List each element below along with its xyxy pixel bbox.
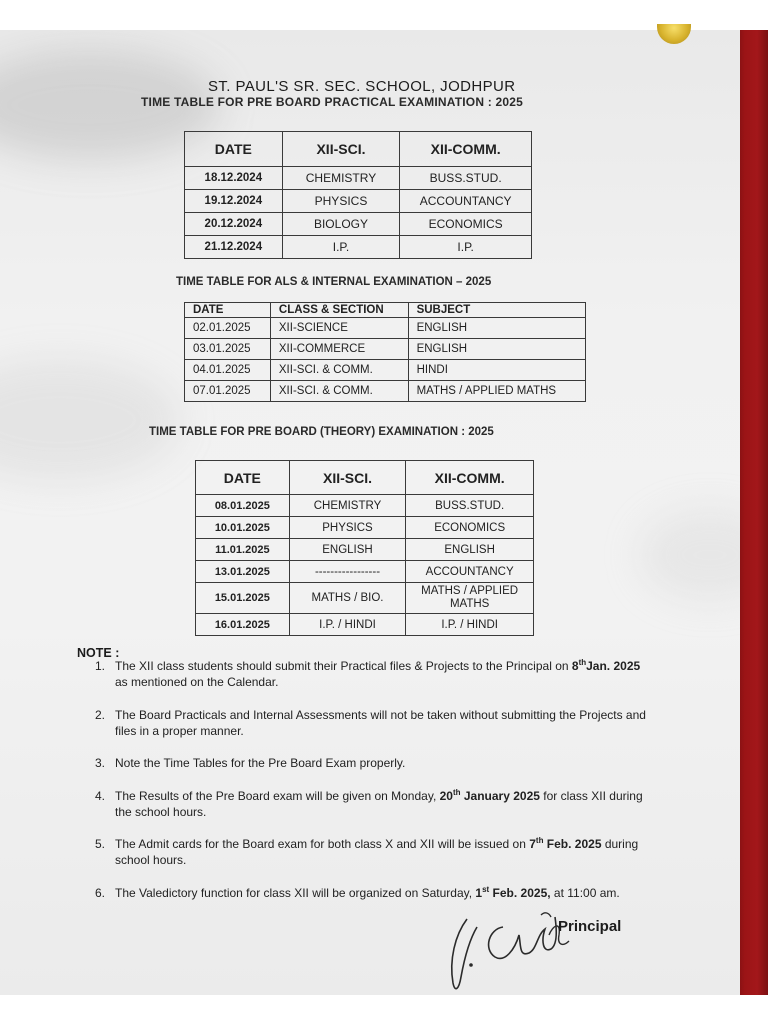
table-row xyxy=(185,339,586,360)
date-cell: 13.01.2025 xyxy=(196,561,290,583)
date-cell: 08.01.2025 xyxy=(196,495,290,517)
subject-cell: I.P. xyxy=(400,236,532,259)
subject-cell: ENGLISH xyxy=(408,339,585,360)
note-date-rest: Feb. 2025, xyxy=(489,886,551,900)
table-row xyxy=(196,614,534,636)
note-text: The Board Practicals and Internal Assessments will not be taken without submitting the Projects and files in a proper manner. xyxy=(115,708,646,738)
class-cell: XII-SCI. & COMM. xyxy=(270,381,408,402)
column-header: XII-COMM. xyxy=(400,132,532,167)
table-row xyxy=(185,318,586,339)
column-header: XII-COMM. xyxy=(406,461,534,495)
practical-timetable xyxy=(184,131,532,259)
date-cell: 18.12.2024 xyxy=(185,167,283,190)
date-cell: 10.01.2025 xyxy=(196,517,290,539)
principal-label: Principal xyxy=(558,918,622,935)
subject-cell: I.P. / HINDI xyxy=(289,614,406,636)
note-date-day: 1 xyxy=(475,886,483,900)
subject-cell: CHEMISTRY xyxy=(289,495,406,517)
table-row xyxy=(185,213,532,236)
note-text xyxy=(115,885,655,901)
date-cell: 16.01.2025 xyxy=(196,614,290,636)
subject-cell: ECONOMICS xyxy=(406,517,534,539)
table-row xyxy=(185,381,586,402)
subject-cell: BIOLOGY xyxy=(282,213,400,236)
table-row xyxy=(196,561,534,583)
date-cell: 02.01.2025 xyxy=(185,318,271,339)
subject-cell: PHYSICS xyxy=(282,190,400,213)
subject-cell: CHEMISTRY xyxy=(282,167,400,190)
note-text-part: The XII class students should submit their Practical files & Projects to the Principal on xyxy=(115,659,572,673)
practical-title: TIME TABLE FOR PRE BOARD PRACTICAL EXAMINATION : 2025 xyxy=(141,95,523,109)
subject-cell: ENGLISH xyxy=(289,539,406,561)
als-title: TIME TABLE FOR ALS & INTERNAL EXAMINATION – 2025 xyxy=(176,276,492,288)
note-date-day: 20 xyxy=(439,789,453,803)
subject-cell: HINDI xyxy=(408,360,585,381)
note-text: Note the Time Tables for the Pre Board Exam properly. xyxy=(115,756,406,770)
date-cell: 15.01.2025 xyxy=(196,583,290,614)
background-bottom xyxy=(0,995,768,1024)
table-row xyxy=(185,360,586,381)
lighting-shadow xyxy=(0,360,180,480)
note-date-rest: January 2025 xyxy=(460,789,540,803)
note-text-part: The Valedictory function for class XII will be organized on Saturday, xyxy=(115,886,476,900)
date-cell: 07.01.2025 xyxy=(185,381,271,402)
table-row xyxy=(185,190,532,213)
subject-cell: MATHS / APPLIED MATHS xyxy=(406,583,534,614)
table-row xyxy=(196,539,534,561)
column-header: XII-SCI. xyxy=(289,461,406,495)
subject-cell: ACCOUNTANCY xyxy=(406,561,534,583)
note-text-part: during school hours. xyxy=(115,837,639,867)
note-text-part: for class XII during the school hours. xyxy=(115,789,643,819)
table-header-row xyxy=(196,461,534,495)
subject-cell: MATHS / APPLIED MATHS xyxy=(408,381,585,402)
subject-cell: ENGLISH xyxy=(406,539,534,561)
note-heading: NOTE : xyxy=(77,646,120,660)
subject-cell: BUSS.STUD. xyxy=(400,167,532,190)
subject-cell: I.P. xyxy=(282,236,400,259)
class-cell: XII-COMMERCE xyxy=(270,339,408,360)
date-cell: 19.12.2024 xyxy=(185,190,283,213)
note-text-part: The Results of the Pre Board exam will be given on Monday, xyxy=(115,789,440,803)
note-date-day: 8 xyxy=(571,659,579,673)
als-timetable xyxy=(184,302,586,402)
subject-cell: ----------------- xyxy=(289,561,406,583)
lighting-shadow xyxy=(640,510,740,600)
school-name: ST. PAUL'S SR. SEC. SCHOOL, JODHPUR xyxy=(208,78,516,95)
note-date-suffix: th xyxy=(452,788,461,797)
subject-cell: BUSS.STUD. xyxy=(406,495,534,517)
note-number: 5. xyxy=(95,837,106,851)
column-header: SUBJECT xyxy=(408,303,585,318)
note-number: 1. xyxy=(95,659,106,673)
note-text-part: as mentioned on the Calendar. xyxy=(115,675,279,689)
subject-cell: ENGLISH xyxy=(408,318,585,339)
note-text-part: The Admit cards for the Board exam for both class X and XII will be issued on xyxy=(115,837,530,851)
subject-cell: PHYSICS xyxy=(289,517,406,539)
table-row xyxy=(196,495,534,517)
table-header-row xyxy=(185,132,532,167)
background-top xyxy=(0,0,768,30)
subject-cell: MATHS / BIO. xyxy=(289,583,406,614)
note-text xyxy=(115,788,655,820)
table-header-row xyxy=(185,303,586,318)
class-cell: XII-SCIENCE xyxy=(270,318,408,339)
table-row xyxy=(196,517,534,539)
column-header: DATE xyxy=(185,303,271,318)
column-header: DATE xyxy=(196,461,290,495)
table-row xyxy=(196,583,534,614)
date-cell: 21.12.2024 xyxy=(185,236,283,259)
column-header: XII-SCI. xyxy=(282,132,400,167)
date-cell: 04.01.2025 xyxy=(185,360,271,381)
note-date-rest: Jan. 2025 xyxy=(586,659,641,673)
table-row xyxy=(185,236,532,259)
note-text-part: at 11:00 am. xyxy=(550,886,620,900)
note-date-rest: Feb. 2025 xyxy=(543,837,602,851)
date-cell: 03.01.2025 xyxy=(185,339,271,360)
theory-title: TIME TABLE FOR PRE BOARD (THEORY) EXAMINATION : 2025 xyxy=(149,426,494,438)
theory-timetable xyxy=(195,460,534,636)
class-cell: XII-SCI. & COMM. xyxy=(270,360,408,381)
column-header: DATE xyxy=(185,132,283,167)
date-cell: 20.12.2024 xyxy=(185,213,283,236)
date-cell: 11.01.2025 xyxy=(196,539,290,561)
subject-cell: ECONOMICS xyxy=(400,213,532,236)
note-text xyxy=(115,658,655,690)
note-number: 6. xyxy=(95,886,106,900)
note-date-suffix: th xyxy=(535,836,544,845)
note-date-suffix: st xyxy=(482,885,490,894)
column-header: CLASS & SECTION xyxy=(270,303,408,318)
note-date-day: 7 xyxy=(529,837,536,851)
subject-cell: I.P. / HINDI xyxy=(406,614,534,636)
note-number: 2. xyxy=(95,708,106,722)
note-text xyxy=(115,836,655,868)
subject-cell: ACCOUNTANCY xyxy=(400,190,532,213)
table-row xyxy=(185,167,532,190)
note-number: 3. xyxy=(95,756,106,770)
note-number: 4. xyxy=(95,789,106,803)
note-date-suffix: th xyxy=(578,658,587,667)
